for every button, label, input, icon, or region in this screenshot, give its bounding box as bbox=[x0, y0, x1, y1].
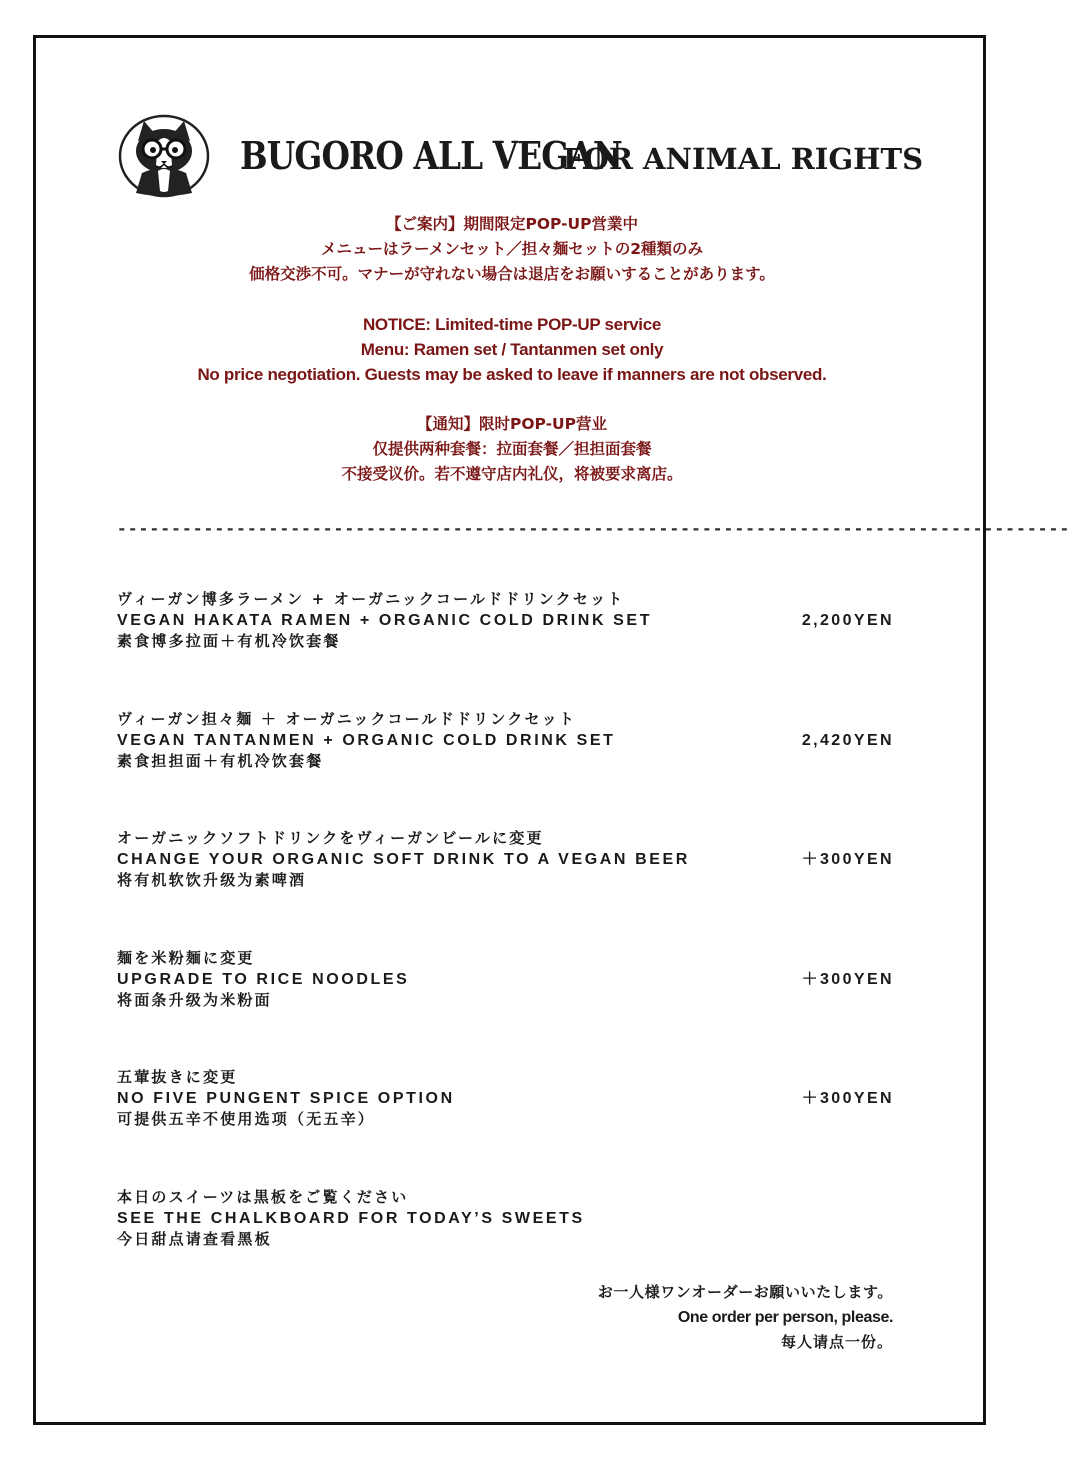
notice-ja-line: 価格交渉不可。マナーが守れない場合は退店をお願いすることがあります。 bbox=[249, 265, 775, 283]
menu-item-name-en: SEE THE CHALKBOARD FOR TODAY’S SWEETS bbox=[117, 1210, 585, 1227]
notice-japanese bbox=[100, 212, 924, 287]
title-main: BUGORO ALL VEGAN bbox=[240, 133, 622, 178]
menu-item-name-jp: 本日のスイーツは黒板をご覧ください bbox=[117, 1188, 409, 1206]
dashed-divider: ---------------------------------------------------------------------------------------- bbox=[117, 519, 1070, 538]
menu-item-name-jp: ヴィーガン担々麺 ＋ オーガニックコールドドリンクセット bbox=[117, 710, 577, 728]
notice-zh-line: 【通知】限时POP-UP营业 bbox=[416, 415, 607, 433]
menu-item-price: 2,420YEN bbox=[801, 732, 894, 749]
footer-note-en: One order per person, please. bbox=[677, 1309, 893, 1326]
notice-english bbox=[100, 312, 924, 387]
menu-item-name-cn: 可提供五辛不使用选项（无五辛） bbox=[117, 1110, 376, 1128]
menu-item-name-jp: 麺を米粉麺に変更 bbox=[117, 949, 255, 967]
menu-item-rice-noodles bbox=[117, 948, 894, 1011]
notice-en-line: NOTICE: Limited-time POP-UP service bbox=[362, 315, 662, 334]
notice-chinese bbox=[100, 412, 924, 487]
menu-item-todays-sweets bbox=[117, 1187, 894, 1250]
menu-item-name-cn: 将有机软饮升级为素啤酒 bbox=[117, 871, 307, 889]
menu-item-name-jp: 五葷抜きに変更 bbox=[117, 1068, 238, 1086]
menu-item-name-en: VEGAN TANTANMEN + ORGANIC COLD DRINK SET bbox=[117, 732, 616, 749]
menu-item-price: ＋300YEN bbox=[801, 971, 894, 988]
notice-en-line: No price negotiation. Guests may be asked to leave if manners are not observed. bbox=[197, 365, 827, 384]
menu-item-name-en: UPGRADE TO RICE NOODLES bbox=[117, 971, 410, 988]
menu-item-beer-upgrade bbox=[117, 828, 894, 891]
notice-en-line: Menu: Ramen set / Tantanmen set only bbox=[360, 340, 664, 359]
menu-item-name-cn: 今日甜点请查看黑板 bbox=[117, 1230, 272, 1248]
menu-item-hakata-ramen-set bbox=[117, 589, 894, 652]
menu-item-no-five-pungent bbox=[117, 1067, 894, 1130]
menu-item-tantanmen-set bbox=[117, 709, 894, 772]
menu-item-name-jp: オーガニックソフトドリンクをヴィーガンビールに変更 bbox=[117, 829, 544, 847]
notice-zh-line: 不接受议价。若不遵守店内礼仪，将被要求离店。 bbox=[341, 465, 683, 483]
menu-item-name-cn: 素食博多拉面＋有机冷饮套餐 bbox=[117, 632, 341, 650]
footer-note-jp: お一人様ワンオーダーお願いいたします。 bbox=[597, 1283, 893, 1301]
menu-item-name-cn: 将面条升级为米粉面 bbox=[117, 991, 272, 1009]
menu-item-name-cn: 素食担担面＋有机冷饮套餐 bbox=[117, 752, 324, 770]
menu-item-name-en: CHANGE YOUR ORGANIC SOFT DRINK TO A VEGAN BEER bbox=[117, 851, 690, 868]
notice-ja-line: メニューはラーメンセット／担々麺セットの2種類のみ bbox=[320, 240, 703, 258]
title-sub: FOR ANIMAL RIGHTS bbox=[563, 142, 924, 176]
notice-zh-line: 仅提供两种套餐：拉面套餐／担担面套餐 bbox=[372, 440, 652, 458]
menu-item-name-jp: ヴィーガン博多ラーメン + オーガニックコールドドリンクセット bbox=[117, 590, 625, 608]
restaurant-title bbox=[240, 133, 924, 178]
cat-with-glasses-logo-icon bbox=[118, 113, 212, 199]
menu-item-price: 2,200YEN bbox=[801, 612, 894, 629]
menu-item-price: ＋300YEN bbox=[801, 1090, 894, 1107]
footer-note-cn: 每人请点一份。 bbox=[780, 1333, 893, 1351]
order-policy-note bbox=[598, 1280, 893, 1355]
menu-item-price: ＋300YEN bbox=[801, 851, 894, 868]
notice-ja-line: 【ご案内】期間限定POP-UP営業中 bbox=[385, 215, 638, 233]
menu-item-name-en: NO FIVE PUNGENT SPICE OPTION bbox=[117, 1090, 455, 1107]
menu-item-name-en: VEGAN HAKATA RAMEN + ORGANIC COLD DRINK SET bbox=[117, 612, 653, 629]
